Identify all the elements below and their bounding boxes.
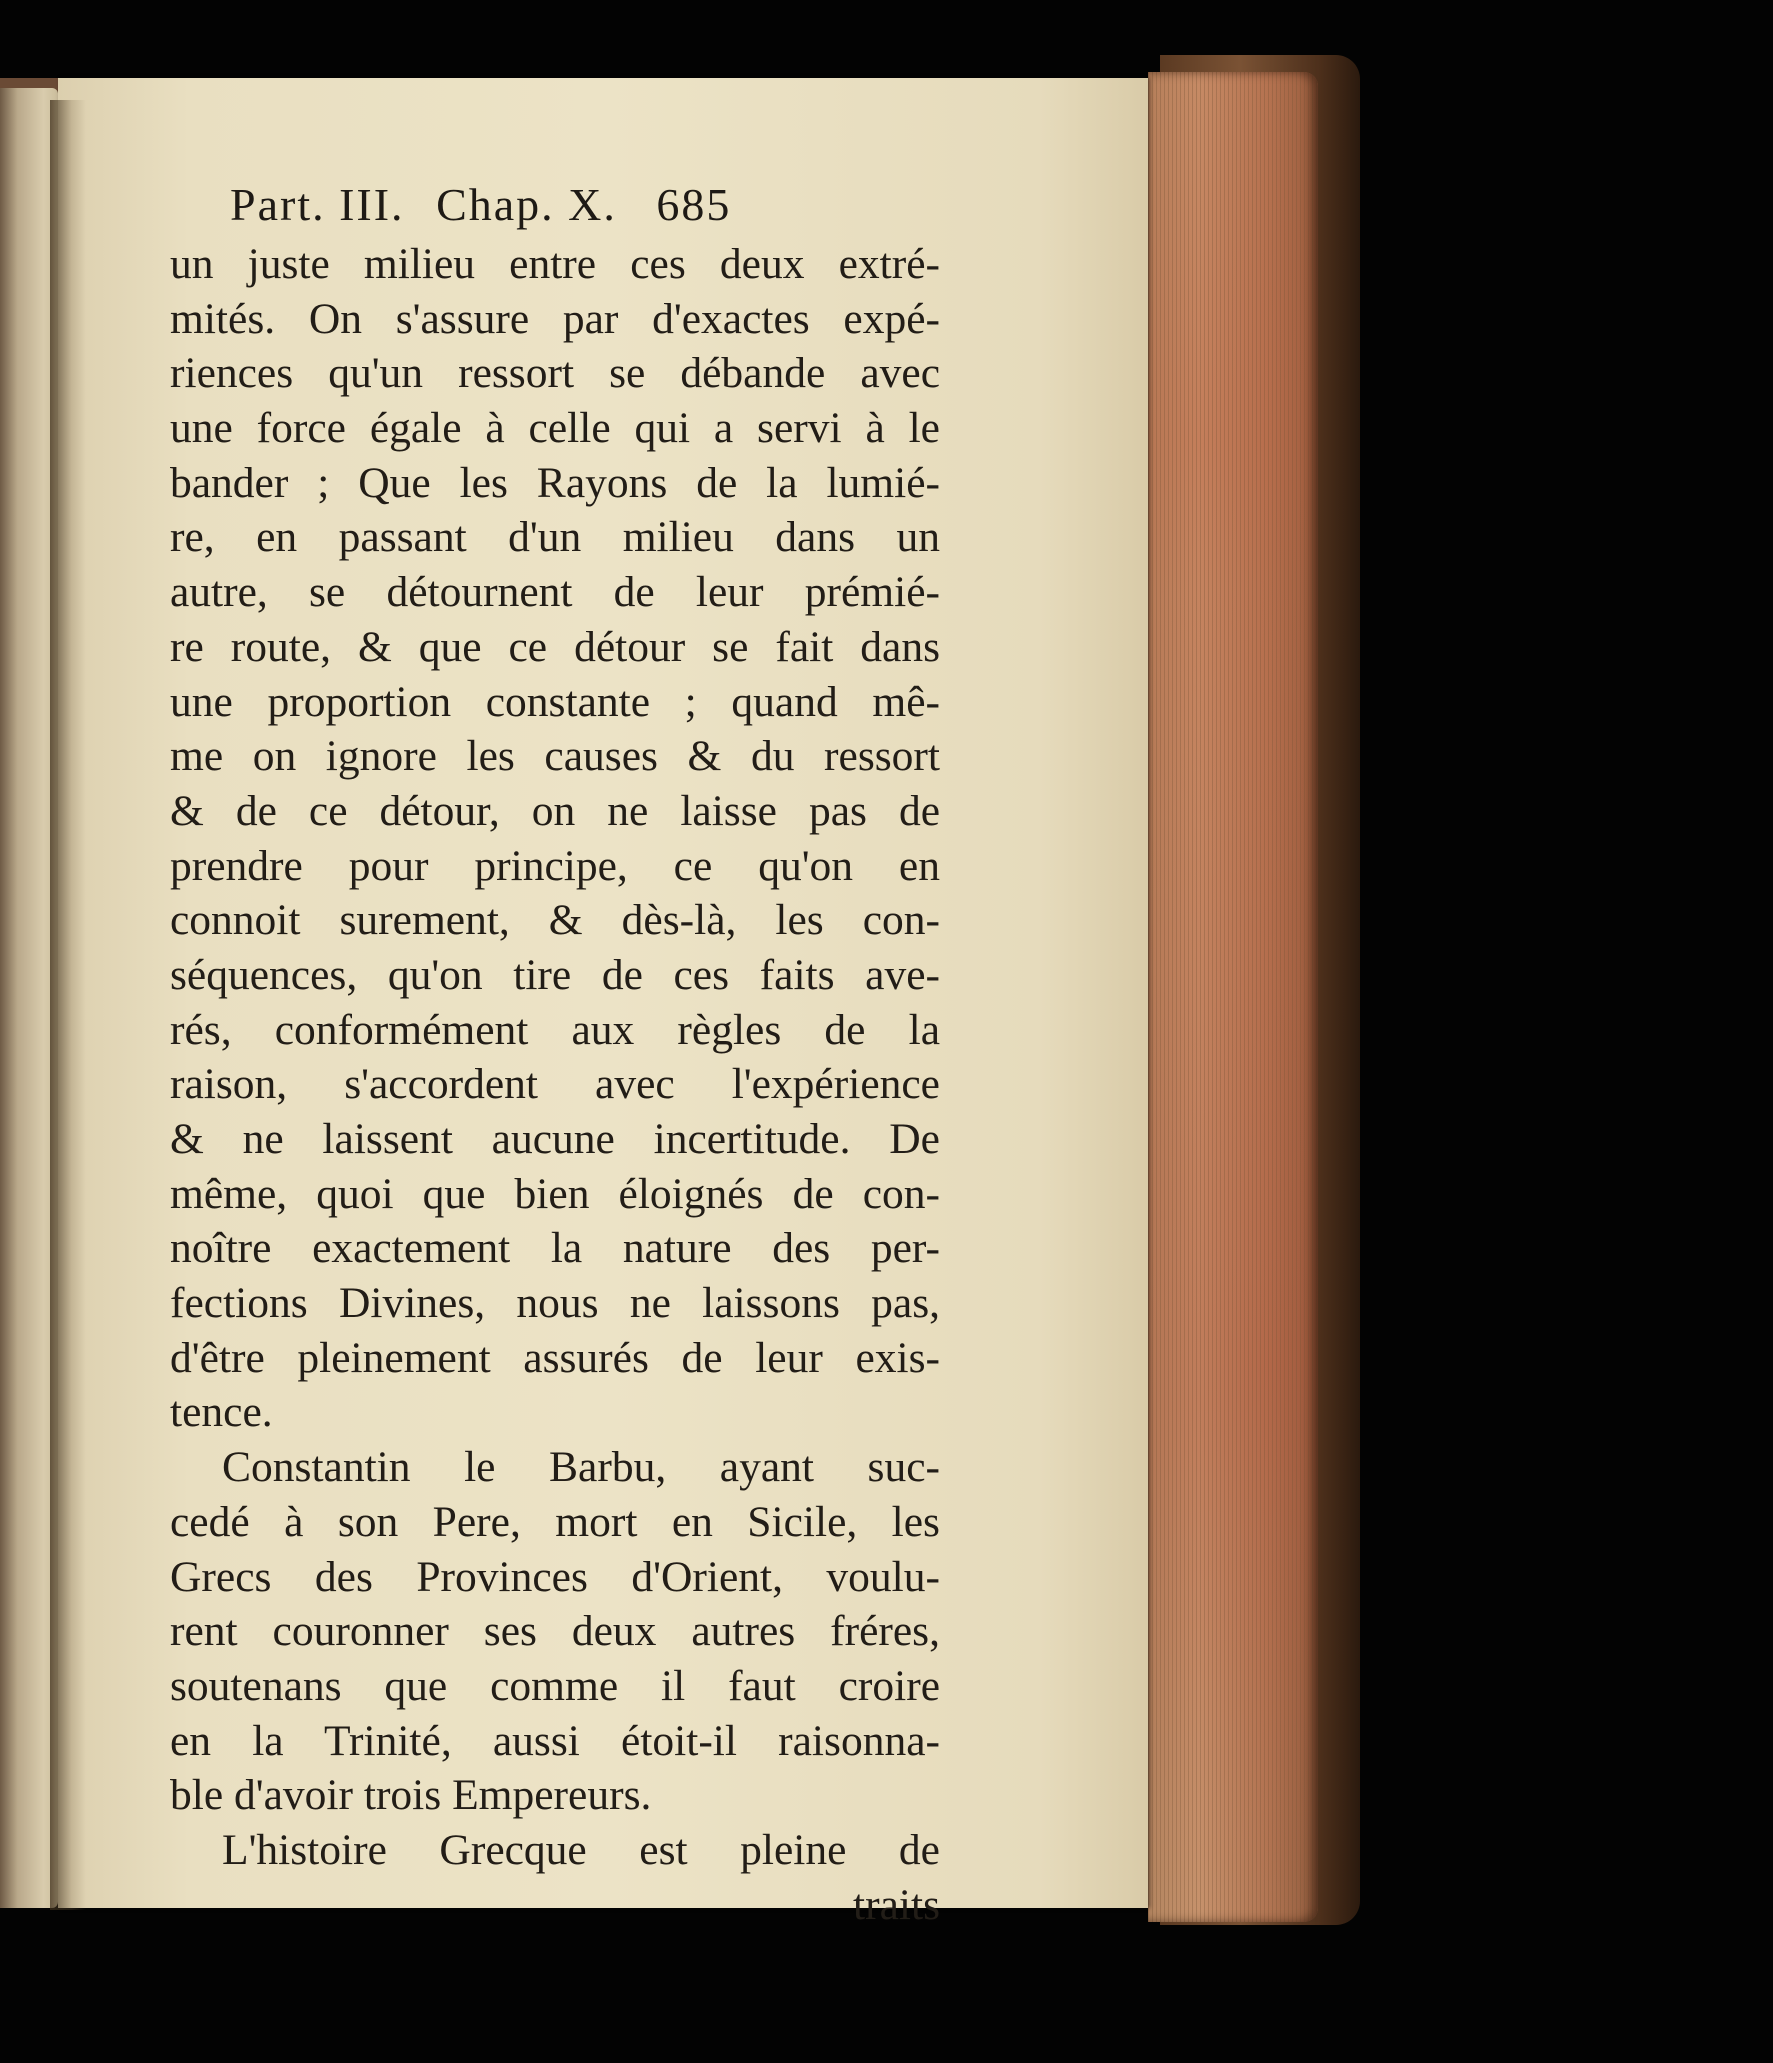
text-line: rés, conformément aux règles de la (170, 1005, 940, 1054)
running-head (170, 173, 940, 237)
text-line: Constantin le Barbu, ayant suc- (222, 1443, 940, 1492)
page-content (170, 173, 940, 1932)
text-line: mités. On s'assure par d'exactes expé- (170, 294, 940, 343)
text-line: une proportion constante ; quand mê- (170, 677, 940, 726)
text-line: re, en passant d'un milieu dans un (170, 513, 940, 562)
text-line: séquences, qu'on tire de ces faits ave- (170, 950, 940, 999)
gutter-shadow (50, 100, 86, 1910)
running-head-chapter: Chap. X. (436, 179, 617, 230)
text-line: tence. (170, 1388, 273, 1437)
text-line: un juste milieu entre ces deux extré- (170, 240, 940, 288)
text-line: Grecs des Provinces d'Orient, voulu- (170, 1552, 940, 1601)
text-line: rent couronner ses deux autres fréres, (170, 1607, 940, 1656)
text-line: & de ce détour, on ne laisse pas de (170, 786, 940, 835)
text-line: me on ignore les causes & du ressort (170, 732, 940, 781)
text-line: autre, se détournent de leur prémié- (170, 568, 940, 617)
catchword: traits (853, 1880, 940, 1929)
text-line: prendre pour principe, ce qu'on en (170, 841, 940, 890)
text-line: cedé à son Pere, mort en Sicile, les (170, 1497, 940, 1546)
page-fore-edge (1148, 72, 1318, 1922)
text-line: d'être pleinement assurés de leur exis- (170, 1333, 940, 1382)
text-line: ble d'avoir trois Empereurs. (170, 1771, 652, 1820)
book-page (58, 78, 1148, 1929)
text-line: riences qu'un ressort se débande avec (170, 349, 940, 398)
text-line: même, quoi que bien éloignés de con- (170, 1169, 940, 1218)
text-line: bander ; Que les Rayons de la lumié- (170, 458, 940, 507)
text-line: en la Trinité, aussi étoit-il raisonna- (170, 1716, 940, 1765)
text-line: & ne laissent aucune incertitude. De (170, 1115, 940, 1163)
text-line: noître exactement la nature des per- (170, 1224, 940, 1273)
text-line: re route, & que ce détour se fait dans (170, 622, 940, 671)
text-line: fections Divines, nous ne laissons pas, (170, 1279, 940, 1328)
body-text (170, 237, 940, 1932)
running-head-part: Part. III. (230, 179, 405, 230)
text-line: raison, s'accordent avec l'expérience (170, 1060, 940, 1109)
text-line: L'histoire Grecque est pleine de (222, 1825, 940, 1874)
page-number: 685 (656, 179, 732, 230)
text-line: soutenans que comme il faut croire (170, 1661, 940, 1710)
text-line: connoit surement, & dès-là, les con- (170, 896, 940, 945)
text-line: une force égale à celle qui a servi à le (170, 404, 940, 453)
